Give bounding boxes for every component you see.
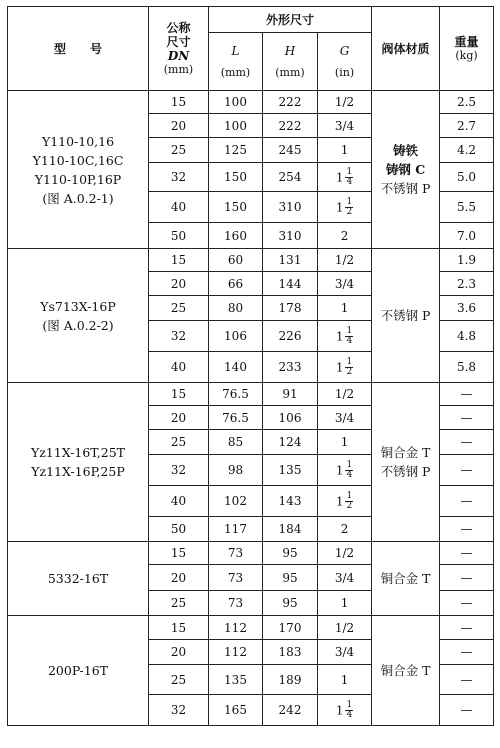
g-cell <box>318 163 372 192</box>
material-line: 铜合金 T <box>380 663 431 678</box>
material-line: 铜合金 T <box>380 571 431 586</box>
model-line: 200P-16T <box>47 663 109 678</box>
header-dimensions: 外形尺寸 <box>209 7 372 33</box>
material-line: 不锈钢 P <box>380 464 431 479</box>
g-whole: 1 <box>335 170 344 184</box>
model-line: Yz11X-16T,25T <box>30 445 126 460</box>
model-line: Y110-10P,16P <box>34 171 122 187</box>
model-line: (图 A.0.2-1) <box>42 190 114 206</box>
header-nominal-size-dn: DN <box>167 48 190 63</box>
l-cell: 150 <box>209 163 263 192</box>
header-weight-label: 重量 <box>454 34 479 49</box>
l-cell: 165 <box>209 695 263 726</box>
table-row <box>8 91 494 114</box>
material-cell <box>372 616 440 726</box>
dn-cell: 15 <box>149 91 209 114</box>
weight-cell: 3.6 <box>440 296 494 321</box>
l-cell: 85 <box>209 430 263 455</box>
weight-cell: — <box>440 383 494 406</box>
weight-cell: — <box>440 640 494 665</box>
header-material: 阀体材质 <box>372 7 440 91</box>
g-denominator: 4 <box>346 709 353 720</box>
valve-spec-table <box>7 6 494 726</box>
g-denominator: 2 <box>346 206 353 217</box>
g-whole: 1 <box>335 329 344 343</box>
g-fraction <box>345 327 353 346</box>
h-cell: 91 <box>263 383 318 406</box>
table-row <box>8 616 494 640</box>
material-line: 铜合金 T <box>380 445 431 460</box>
g-numerator: 1 <box>346 490 353 501</box>
g-denominator: 4 <box>346 469 353 480</box>
h-cell: 124 <box>263 430 318 455</box>
weight-cell: — <box>440 591 494 616</box>
g-numerator: 1 <box>346 459 353 470</box>
header-nominal-size <box>149 7 209 91</box>
g-cell <box>318 695 372 726</box>
g-cell: 1 <box>318 591 372 616</box>
table-body <box>8 91 494 726</box>
g-denominator: 2 <box>346 500 353 511</box>
g-numerator: 1 <box>346 196 353 207</box>
g-whole: 1 <box>335 360 344 374</box>
dn-cell: 15 <box>149 542 209 565</box>
g-cell: 2 <box>318 517 372 542</box>
weight-cell: 4.2 <box>440 138 494 163</box>
g-cell: 1 <box>318 138 372 163</box>
header-G-unit: (in) <box>334 65 355 79</box>
model-cell <box>8 249 149 383</box>
dn-cell: 25 <box>149 665 209 695</box>
g-cell: 1/2 <box>318 383 372 406</box>
spec-table-wrapper <box>7 6 493 726</box>
header-G-label: G <box>339 43 350 58</box>
dn-cell: 15 <box>149 249 209 272</box>
l-cell: 66 <box>209 272 263 296</box>
g-denominator: 2 <box>346 366 353 377</box>
h-cell: 143 <box>263 486 318 517</box>
g-fraction <box>345 168 353 187</box>
h-cell: 189 <box>263 665 318 695</box>
weight-cell: — <box>440 695 494 726</box>
dn-cell: 25 <box>149 138 209 163</box>
g-cell: 1/2 <box>318 616 372 640</box>
h-cell: 310 <box>263 223 318 249</box>
dn-cell: 25 <box>149 591 209 616</box>
model-line: Ys713X-16P <box>40 298 116 314</box>
h-cell: 222 <box>263 114 318 138</box>
weight-cell: — <box>440 665 494 695</box>
header-model: 型 号 <box>8 7 149 91</box>
g-cell: 1 <box>318 296 372 321</box>
g-whole: 1 <box>335 703 344 717</box>
table-row <box>8 383 494 406</box>
weight-cell: 5.5 <box>440 192 494 223</box>
l-cell: 76.5 <box>209 383 263 406</box>
material-cell <box>372 542 440 616</box>
material-line: 不锈钢 P <box>380 181 431 196</box>
l-cell: 112 <box>209 616 263 640</box>
l-cell: 125 <box>209 138 263 163</box>
dn-cell: 15 <box>149 616 209 640</box>
g-cell: 1/2 <box>318 249 372 272</box>
weight-cell: — <box>440 542 494 565</box>
dn-cell: 25 <box>149 296 209 321</box>
dn-cell: 40 <box>149 486 209 517</box>
g-fraction <box>345 701 353 720</box>
weight-cell: 1.9 <box>440 249 494 272</box>
g-denominator: 4 <box>346 176 353 187</box>
l-cell: 117 <box>209 517 263 542</box>
material-cell <box>372 249 440 383</box>
l-cell: 73 <box>209 591 263 616</box>
h-cell: 95 <box>263 565 318 591</box>
dn-cell: 20 <box>149 640 209 665</box>
weight-cell: — <box>440 455 494 486</box>
g-cell <box>318 486 372 517</box>
dn-cell: 20 <box>149 114 209 138</box>
header-G <box>318 33 372 91</box>
h-cell: 242 <box>263 695 318 726</box>
g-whole: 1 <box>335 463 344 477</box>
h-cell: 226 <box>263 321 318 352</box>
dn-cell: 50 <box>149 517 209 542</box>
header-nominal-size-unit: (mm) <box>163 62 194 76</box>
model-line: (图 A.0.2-2) <box>42 317 114 333</box>
h-cell: 222 <box>263 91 318 114</box>
weight-cell: 4.8 <box>440 321 494 352</box>
l-cell: 73 <box>209 565 263 591</box>
dn-cell: 15 <box>149 383 209 406</box>
header-nominal-size-line2: 尺寸 <box>166 34 191 49</box>
h-cell: 131 <box>263 249 318 272</box>
header-weight-unit: (kg) <box>455 48 478 62</box>
model-cell <box>8 383 149 542</box>
g-cell <box>318 321 372 352</box>
dn-cell: 50 <box>149 223 209 249</box>
l-cell: 135 <box>209 665 263 695</box>
h-cell: 170 <box>263 616 318 640</box>
g-numerator: 1 <box>346 356 353 367</box>
g-cell: 1/2 <box>318 542 372 565</box>
g-cell: 3/4 <box>318 406 372 430</box>
header-H-unit: (mm) <box>275 65 305 79</box>
l-cell: 150 <box>209 192 263 223</box>
header-H <box>263 33 318 91</box>
dn-cell: 20 <box>149 565 209 591</box>
weight-cell: — <box>440 430 494 455</box>
l-cell: 73 <box>209 542 263 565</box>
model-line: 5332-16T <box>47 571 109 586</box>
g-cell: 3/4 <box>318 565 372 591</box>
h-cell: 183 <box>263 640 318 665</box>
g-numerator: 1 <box>346 325 353 336</box>
dn-cell: 40 <box>149 192 209 223</box>
weight-cell: 7.0 <box>440 223 494 249</box>
weight-cell: — <box>440 517 494 542</box>
material-cell <box>372 383 440 542</box>
model-cell <box>8 91 149 249</box>
dn-cell: 32 <box>149 163 209 192</box>
g-numerator: 1 <box>346 166 353 177</box>
header-weight <box>440 7 494 91</box>
h-cell: 95 <box>263 542 318 565</box>
model-line: Yz11X-16P,25P <box>31 464 125 479</box>
l-cell: 102 <box>209 486 263 517</box>
weight-cell: — <box>440 616 494 640</box>
h-cell: 178 <box>263 296 318 321</box>
model-cell <box>8 542 149 616</box>
weight-cell: 2.5 <box>440 91 494 114</box>
g-cell: 3/4 <box>318 640 372 665</box>
dn-cell: 20 <box>149 406 209 430</box>
weight-cell: 2.3 <box>440 272 494 296</box>
l-cell: 80 <box>209 296 263 321</box>
material-cell <box>372 91 440 249</box>
g-cell <box>318 192 372 223</box>
l-cell: 60 <box>209 249 263 272</box>
h-cell: 245 <box>263 138 318 163</box>
weight-cell: 2.7 <box>440 114 494 138</box>
h-cell: 233 <box>263 352 318 383</box>
g-cell: 1 <box>318 430 372 455</box>
l-cell: 100 <box>209 91 263 114</box>
model-line: Y110-10C,16C <box>32 152 124 168</box>
dn-cell: 25 <box>149 430 209 455</box>
material-line: 铸钢 C <box>385 162 426 177</box>
g-denominator: 4 <box>346 335 353 346</box>
g-whole: 1 <box>335 200 344 214</box>
g-numerator: 1 <box>346 699 353 710</box>
h-cell: 144 <box>263 272 318 296</box>
g-cell <box>318 455 372 486</box>
material-line: 不锈钢 P <box>380 308 431 323</box>
dn-cell: 32 <box>149 695 209 726</box>
header-nominal-size-line1: 公称 <box>166 20 191 35</box>
h-cell: 135 <box>263 455 318 486</box>
table-row <box>8 542 494 565</box>
h-cell: 95 <box>263 591 318 616</box>
g-fraction <box>345 461 353 480</box>
l-cell: 106 <box>209 321 263 352</box>
g-cell: 1 <box>318 665 372 695</box>
table-row <box>8 249 494 272</box>
l-cell: 160 <box>209 223 263 249</box>
g-whole: 1 <box>335 494 344 508</box>
h-cell: 254 <box>263 163 318 192</box>
weight-cell: 5.0 <box>440 163 494 192</box>
weight-cell: — <box>440 406 494 430</box>
l-cell: 76.5 <box>209 406 263 430</box>
l-cell: 112 <box>209 640 263 665</box>
dn-cell: 32 <box>149 455 209 486</box>
l-cell: 100 <box>209 114 263 138</box>
weight-cell: — <box>440 565 494 591</box>
g-fraction <box>345 198 353 217</box>
header-L <box>209 33 263 91</box>
table-header <box>8 7 494 91</box>
g-fraction <box>345 492 353 511</box>
h-cell: 310 <box>263 192 318 223</box>
dn-cell: 20 <box>149 272 209 296</box>
g-cell: 3/4 <box>318 272 372 296</box>
g-cell: 1/2 <box>318 91 372 114</box>
header-L-label: L <box>231 43 240 58</box>
model-line: Y110-10,16 <box>41 133 115 149</box>
weight-cell: — <box>440 486 494 517</box>
l-cell: 140 <box>209 352 263 383</box>
h-cell: 184 <box>263 517 318 542</box>
model-cell <box>8 616 149 726</box>
h-cell: 106 <box>263 406 318 430</box>
g-fraction <box>345 358 353 377</box>
g-cell: 2 <box>318 223 372 249</box>
g-cell <box>318 352 372 383</box>
l-cell: 98 <box>209 455 263 486</box>
weight-cell: 5.8 <box>440 352 494 383</box>
material-line: 铸铁 <box>393 143 419 158</box>
g-cell: 3/4 <box>318 114 372 138</box>
header-L-unit: (mm) <box>220 65 251 79</box>
dn-cell: 40 <box>149 352 209 383</box>
header-H-label: H <box>284 43 296 58</box>
dn-cell: 32 <box>149 321 209 352</box>
